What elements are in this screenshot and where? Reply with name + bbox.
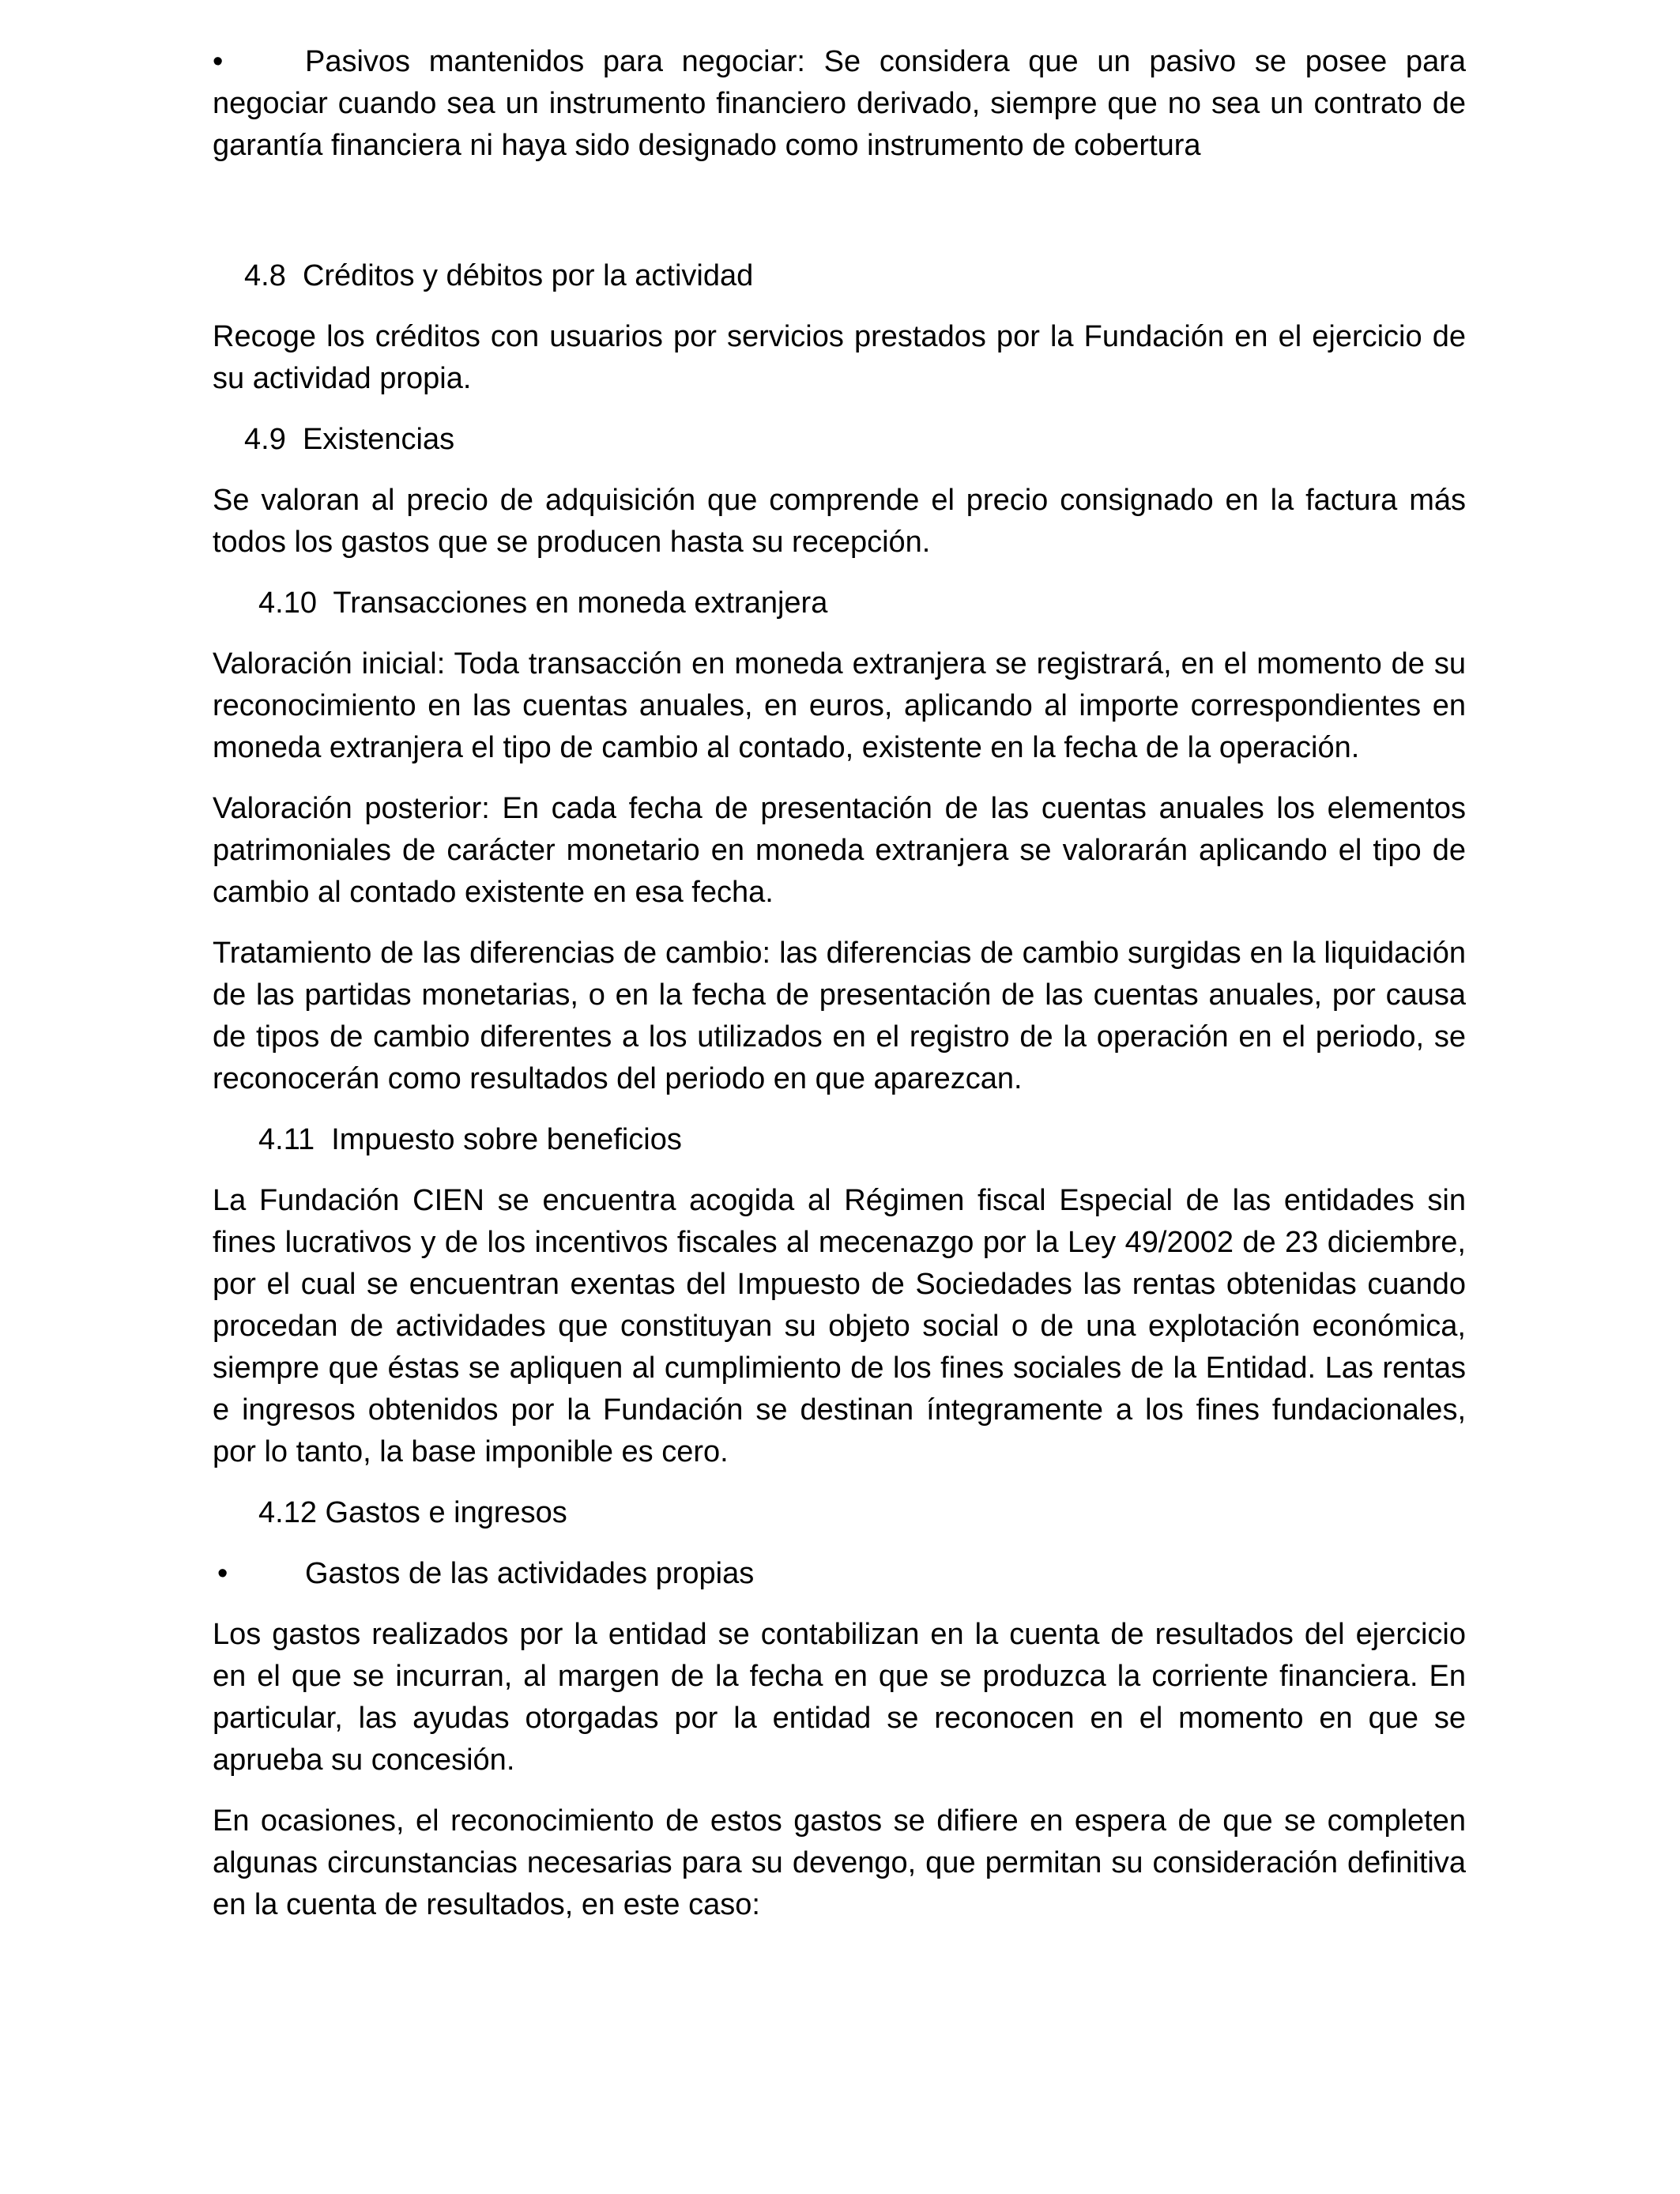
bullet-icon: • bbox=[213, 45, 224, 78]
section-heading-4-9: 4.9 Existencias bbox=[244, 423, 455, 456]
intro-bullet-text: Pasivos mantenidos para negociar: Se considera que un pasivo se posee para negociar cuando sea un instrumento financiero derivado, siempre que no sea un contrato de garantía financiera ni haya sido designado como instrumento de cobertura bbox=[213, 45, 1466, 162]
section-heading-4-10: 4.10 Transacciones en moneda extranjera bbox=[258, 586, 828, 620]
section-4-12-bullet-item bbox=[213, 1553, 1466, 1595]
section-4-12-paragraph-1: Los gastos realizados por la entidad se contabilizan en la cuenta de resultados del ejercicio en el que se incurran, al margen de la fecha en que se produzca la corriente financiera. En particular, las ayudas otorgadas por la entidad se reconocen en el momento en que se aprueba su concesión. bbox=[213, 1618, 1466, 1777]
section-heading-4-11: 4.11 Impuesto sobre beneficios bbox=[258, 1123, 682, 1156]
section-4-10-paragraph-2: Valoración posterior: En cada fecha de presentación de las cuentas anuales los elementos patrimoniales de carácter monetario en moneda extranjera se valorarán aplicando el tipo de cambio al contado existente en esa fecha. bbox=[213, 792, 1466, 909]
document-body bbox=[213, 41, 1466, 1945]
intro-bullet-item bbox=[213, 41, 1466, 167]
section-4-8-paragraph: Recoge los créditos con usuarios por servicios prestados por la Fundación en el ejercicio de su actividad propia. bbox=[213, 320, 1466, 395]
section-4-9-paragraph: Se valoran al precio de adquisición que comprende el precio consignado en la factura más todos los gastos que se producen hasta su recepción. bbox=[213, 484, 1466, 559]
section-4-12-paragraph-2: En ocasiones, el reconocimiento de estos gastos se difiere en espera de que se completen algunas circunstancias necesarias para su devengo, que permitan su consideración definitiva en la cuenta de resultados, en este caso: bbox=[213, 1804, 1466, 1921]
bullet-icon: • bbox=[217, 1557, 228, 1590]
section-4-10-paragraph-1: Valoración inicial: Toda transacción en moneda extranjera se registrará, en el momento de su reconocimiento en las cuentas anuales, en euros, aplicando al importe correspondientes en moneda extranjera el tipo de cambio al contado, existente en la fecha de la operación. bbox=[213, 647, 1466, 764]
section-heading-4-8: 4.8 Créditos y débitos por la actividad bbox=[244, 259, 754, 292]
section-4-10-paragraph-3: Tratamiento de las diferencias de cambio: las diferencias de cambio surgidas en la liquidación de las partidas monetarias, o en la fecha de presentación de las cuentas anuales, por causa de tipos de cambio diferentes a los utilizados en el registro de la operación en el periodo, se reconocerán como resultados del periodo en que aparezcan. bbox=[213, 937, 1466, 1095]
section-heading-4-12: 4.12 Gastos e ingresos bbox=[258, 1496, 567, 1529]
section-4-12-bullet-text: Gastos de las actividades propias bbox=[305, 1557, 755, 1590]
section-4-11-paragraph: La Fundación CIEN se encuentra acogida al Régimen fiscal Especial de las entidades sin fines lucrativos y de los incentivos fiscales al mecenazgo por la Ley 49/2002 de 23 diciembre, por el cual se encuentran exentas del Impuesto de Sociedades las rentas obtenidas cuando procedan de actividades que constituyan su objeto social o de una explotación económica, siempre que éstas se apliquen al cumplimiento de los fines sociales de la Entidad. Las rentas e ingresos obtenidos por la Fundación se destinan íntegramente a los fines fundacionales, por lo tanto, la base imponible es cero. bbox=[213, 1184, 1466, 1468]
